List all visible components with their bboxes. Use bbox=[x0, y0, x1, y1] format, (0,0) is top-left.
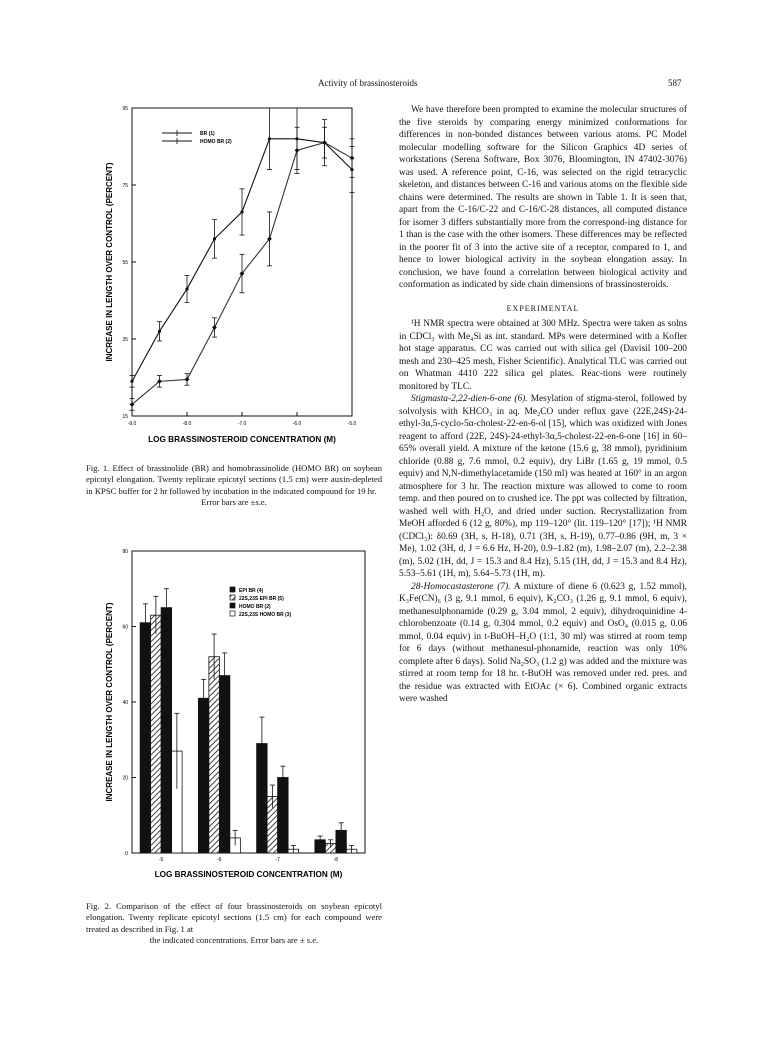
figure-2-caption bbox=[86, 901, 382, 946]
x-tick-label: -5.0 bbox=[347, 421, 357, 427]
figure-1-caption bbox=[86, 463, 382, 508]
legend-label: HOMO BR (2) bbox=[239, 604, 271, 610]
y-axis-label: INCREASE IN LENGTH OVER CONTROL (PERCENT) bbox=[105, 162, 114, 362]
bar bbox=[161, 608, 172, 853]
legend-label: EPI BR (4) bbox=[239, 588, 264, 594]
methods-paragraph: ¹H NMR spectra were obtained at 300 MHz. Spectra were taken as solns in CDCl₃ with Me₄Si as int. standard. MPs were determined with a Kofler hot stage apparatus. CC was carried out with silica gel (Davisil 100–200 mesh and 230–425 mesh, Fisher Scientific). Analytical TLC was carried out on Whatman 4410 222 silica gel plates. Reac-tions were routinely monitored by TLC. bbox=[399, 319, 687, 392]
x-tick-label: -7 bbox=[275, 857, 280, 863]
legend-label: HOMO BR (2) bbox=[200, 139, 232, 145]
figure-2-caption-tail: the indicated concentrations. Error bars are ± s.e. bbox=[149, 935, 319, 946]
legend-swatch bbox=[230, 603, 235, 608]
y-tick-label: 80 bbox=[122, 549, 128, 555]
x-tick-label: -6 bbox=[217, 857, 222, 863]
compound-6-title: Stigmasta-2,22-dien-6-one (6). bbox=[411, 394, 528, 405]
legend-label: 22S,23S EPI BR (5) bbox=[239, 596, 284, 602]
y-tick-label: 60 bbox=[122, 624, 128, 631]
x-tick-label: -9.0 bbox=[127, 421, 137, 427]
page-number: 587 bbox=[668, 78, 682, 88]
discussion-paragraph: We have therefore been prompted to examine the molecular structures of the five steroids by comparing energy minimized conformations for differences in non-bonded distances between various atoms. PC Model molecular modelling software for the Silicon Graphics 4D series of workstations (Serena Software, Box 3076, Bloomington, IN 47402-3076) was used. A reference point, C-16, was selected on the rigid tetracyclic skeleton, and distances between C-16 and various atoms on the flexible side chains were determined. The results are shown in Table 1. It is seen that, apart from the C-16/C-22 and C-16/C-28 distances, all computed distance for isomer 3 differs substantially more from the correspond-ing distance for 1 than is the case with the other isomers. These differences may be reflected in the poorer fit of 3 into the active site of a receptor, compared to 1, and hence to lower biological activity in the soybean elongation assay. In conclusion, we have found a correlation between biological activity and conformation as indicated by side chain dimensions of brassinosteroids. bbox=[399, 105, 687, 290]
running-header: Activity of brassinosteroids bbox=[318, 78, 418, 88]
bar bbox=[219, 676, 230, 853]
y-tick-label: 20 bbox=[122, 775, 128, 782]
compound-7-title: 28-Homocastasterone (7). bbox=[411, 581, 511, 592]
legend-swatch bbox=[230, 611, 235, 616]
figure-2 bbox=[100, 545, 392, 895]
x-tick-label: -8.0 bbox=[182, 421, 192, 427]
bar bbox=[198, 698, 209, 853]
bar bbox=[140, 623, 151, 853]
y-tick-label: 15 bbox=[122, 414, 128, 420]
bar bbox=[209, 657, 220, 853]
figure-2-caption-text: Fig. 2. Comparison of the effect of four brassinosteroids on soybean epicotyl elongation. Twenty replicate epicotyl sections (1.5 cm) for each compound were treated as described in Fig. 1 at bbox=[86, 901, 382, 934]
x-tick-label: -7.0 bbox=[237, 421, 247, 427]
data-point bbox=[185, 287, 188, 290]
bar bbox=[151, 615, 162, 853]
x-axis-label: LOG BRASSINOSTEROID CONCENTRATION (M) bbox=[148, 435, 336, 444]
y-tick-label: 40 bbox=[122, 700, 128, 706]
legend-label: 22S,23S HOMO BR (3) bbox=[239, 612, 292, 618]
legend-swatch bbox=[230, 587, 235, 592]
data-point bbox=[240, 210, 243, 213]
compound-6-text: Mesylation of stigma-sterol, followed by solvolysis with KHCO₃ in aq. Me₂CO under reflux gave (22E,24S)-24-ethyl-3α,5-cyclo-5α-cholest-22-en-6-ol [15], which was oxidized with Jones reagent to afford (22E, 24S)-24-ethyl-3α,5-cholest-22-en-6-one [16] in 60–65% overall yield. A mixture of the ketone (15.6 g, 38 mmol), pyridinium chloride (0.88 g, 7.6 mmol, 0.2 equiv), dry LiBr (1.65 g, 19 mmol, 0.5 equiv) and N,N-dimethylacetamide (150 ml) was heated at 160° in an argon atmosphere for 3 hr. The reaction mixture was allowed to come to room temp. and then poured on to crushed ice. The ppt was collected by filtration, washed well with H₂O, and dried under suction. Recrystallization from MeOH afforded 6 (12 g, 80%), mp 119–120° (lit. 119–120° [17]); ¹H NMR (CDCl₃): δ0.69 (3H, s, H-18), 0.71 (3H, s, H-19), 0.77–0.86 (9H, m, 3 × Me), 1.02 (3H, d, J = 6.6 Hz, H-20), 0.9–1.82 (m), 1.98–2.07 (m), 2.2–2.38 (m), 5.02 (1H, dd, J = 15.3 and 8.4 Hz), 5.15 (1H, dd, J = 15.3 and 8.4 Hz), 5.53–5.61 (1H, m), 5.64–5.73 (1H, m). bbox=[399, 394, 687, 580]
section-heading: EXPERIMENTAL bbox=[506, 303, 580, 313]
x-axis-label: LOG BRASSINOSTEROID CONCENTRATION (M) bbox=[154, 870, 343, 879]
y-axis-label: INCREASE IN LENGTH OVER CONTROL (PERCENT) bbox=[105, 602, 114, 802]
x-tick-label: -6.0 bbox=[292, 421, 302, 427]
data-point bbox=[212, 325, 217, 330]
y-tick-label: 0 bbox=[125, 851, 128, 857]
data-point bbox=[350, 156, 355, 161]
legend-label: BR (1) bbox=[200, 131, 215, 137]
figure-1-caption-text: Fig. 1. Effect of brassinolide (BR) and homobrassinolide (HOMO BR) on soybean epicotyl elongation. Twenty replicate epicotyl sections (1.5 cm) were auxin-depleted in KPSC buffer for 2 hr followed by incubation in the indicated compound for 19 hr. bbox=[86, 463, 382, 496]
compound-7-text: A mixture of diene 6 (0.623 g, 1.52 mmol), K₃Fe(CN)₆ (3 g, 9.1 mmol, 6 equiv), K₂CO₃ (1.26 g, 9.1 mmol, 6 equiv), methanesulphonamide (0.29 g, 3.04 mmol, 2 equiv), dihydroquinidine 4-chlorobenzoate (0.14 g, 0.304 mmol, 0.2 equiv) and OsO₄ (0.015 g, 0.06 mmol, 0.04 equiv) in t-BuOH–H₂O (1:1, 30 ml) was stirred at room temp for 6 days (without methanesul-phonamide, reaction was only 10% complete after 6 days). Solid Na₂SO₃ (1.2 g) was added and the mixture was stirred at room temp for 18 hr. t-BuOH was removed under red. pres. and the residue was extracted with EtOAc (× 6). Combined organic extracts were washed bbox=[399, 581, 687, 705]
data-point bbox=[158, 330, 161, 333]
figure-1-caption-tail: Error bars are ±s.e. bbox=[201, 497, 267, 508]
y-tick-label: 75 bbox=[122, 183, 128, 189]
data-point bbox=[295, 148, 300, 153]
data-point bbox=[185, 377, 190, 382]
legend-swatch bbox=[230, 595, 235, 600]
figure-2-bar-chart bbox=[100, 545, 392, 895]
y-tick-label: 35 bbox=[122, 337, 128, 343]
data-point bbox=[130, 380, 133, 383]
compound-7-paragraph bbox=[399, 581, 687, 706]
x-tick-label: -5 bbox=[158, 857, 164, 863]
right-text-column bbox=[399, 104, 687, 706]
data-point bbox=[268, 137, 271, 140]
bar bbox=[278, 778, 289, 854]
x-tick-label: -8 bbox=[333, 857, 339, 863]
y-tick-label: 95 bbox=[122, 106, 128, 112]
figure-1 bbox=[100, 100, 392, 460]
y-tick-label: 55 bbox=[122, 260, 128, 266]
figure-1-line-chart bbox=[100, 100, 392, 460]
data-point bbox=[213, 237, 216, 240]
compound-6-paragraph bbox=[399, 393, 687, 581]
